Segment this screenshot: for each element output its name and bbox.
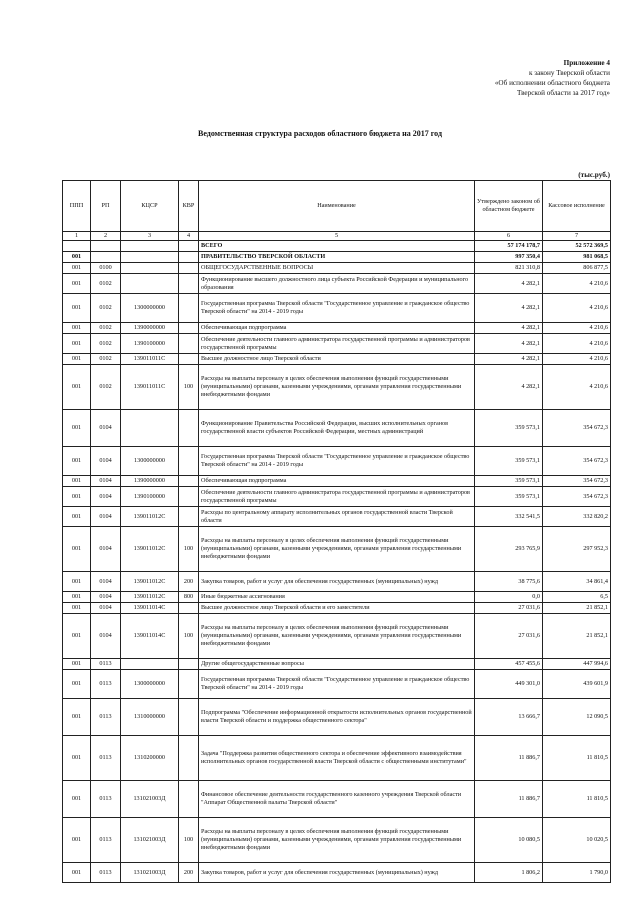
cell-actual: 981 068,5 — [543, 252, 611, 263]
cell-rp: 0113 — [91, 863, 121, 883]
appendix-note — [495, 58, 610, 98]
cell-ppp: 001 — [63, 323, 91, 334]
cell-approved: 10 080,5 — [475, 818, 543, 863]
table-row — [63, 781, 611, 818]
cell-ppp: 001 — [63, 354, 91, 365]
cell-name: Высшее должностное лицо Тверской области и его заместители — [199, 603, 475, 614]
cell-kcsr: 1300000000 — [121, 447, 179, 476]
cell-ppp: 001 — [63, 294, 91, 323]
cell-kvr: 100 — [179, 818, 199, 863]
cell-kvr — [179, 476, 199, 487]
cell-approved: 11 886,7 — [475, 781, 543, 818]
cell-name: Финансовое обеспечение деятельности государственного казенного учреждения Тверской области "Аппарат Общественной палаты Тверской области" — [199, 781, 475, 818]
cell-name: Другие общегосударственные вопросы — [199, 659, 475, 670]
cell-name: Подпрограмма "Обеспечение информационной открытости исполнительных органов государственной власти Тверской области и поддержка общественного сектора" — [199, 699, 475, 736]
cell-kvr: 100 — [179, 527, 199, 572]
table-row — [63, 572, 611, 592]
cell-kcsr — [121, 263, 179, 274]
cell-approved: 4 282,1 — [475, 274, 543, 294]
table-row — [63, 447, 611, 476]
cell-approved: 449 301,0 — [475, 670, 543, 699]
cell-actual: 34 861,4 — [543, 572, 611, 592]
cell-kcsr — [121, 659, 179, 670]
cell-name: ВСЕГО — [199, 241, 475, 252]
cell-approved: 4 282,1 — [475, 294, 543, 323]
cell-rp: 0113 — [91, 736, 121, 781]
cell-name: Задача "Поддержка развития общественного сектора и обеспечение эффективного взаимодействия исполнительных органов государственной власти Тверской области с общественными институтами" — [199, 736, 475, 781]
cell-rp: 0102 — [91, 294, 121, 323]
cell-name: ПРАВИТЕЛЬСТВО ТВЕРСКОЙ ОБЛАСТИ — [199, 252, 475, 263]
cell-ppp: 001 — [63, 863, 91, 883]
cell-kvr — [179, 670, 199, 699]
cell-actual: 4 210,6 — [543, 274, 611, 294]
cell-approved: 293 765,9 — [475, 527, 543, 572]
cell-name: Расходы на выплаты персоналу в целях обеспечения выполнения функций государственными (муниципальными) органами, казенными учреждениями, органами управления государственными внебюджетными фондами — [199, 614, 475, 659]
table-row — [63, 736, 611, 781]
cell-rp: 0113 — [91, 670, 121, 699]
cell-approved: 359 573,1 — [475, 410, 543, 447]
cell-actual: 52 572 369,5 — [543, 241, 611, 252]
units-label: (тыс.руб.) — [578, 171, 610, 179]
cell-rp: 0102 — [91, 274, 121, 294]
cell-kvr — [179, 699, 199, 736]
table-row — [63, 603, 611, 614]
cell-actual: 447 994,6 — [543, 659, 611, 670]
cell-approved: 359 573,1 — [475, 487, 543, 507]
cell-kcsr: 1310200000 — [121, 736, 179, 781]
cell-kcsr — [121, 274, 179, 294]
cell-ppp: 001 — [63, 252, 91, 263]
header-kcsr: КЦСР — [121, 181, 179, 232]
cell-rp: 0113 — [91, 781, 121, 818]
header-rp: РП — [91, 181, 121, 232]
cell-ppp: 001 — [63, 614, 91, 659]
cell-kvr — [179, 263, 199, 274]
cell-actual: 439 601,9 — [543, 670, 611, 699]
cell-actual: 10 020,5 — [543, 818, 611, 863]
cell-kcsr: 1390000000 — [121, 323, 179, 334]
cell-kvr — [179, 410, 199, 447]
cell-approved: 359 573,1 — [475, 476, 543, 487]
cell-kcsr: 139011012С — [121, 507, 179, 527]
cell-actual: 297 952,3 — [543, 527, 611, 572]
cell-rp: 0113 — [91, 659, 121, 670]
cell-kcsr — [121, 252, 179, 263]
cell-rp: 0104 — [91, 476, 121, 487]
cell-kcsr: 139011012С — [121, 592, 179, 603]
cell-kvr — [179, 659, 199, 670]
cell-name: Обеспечение деятельности главного администратора государственной программы и администраторов государственной программы — [199, 487, 475, 507]
cell-rp: 0104 — [91, 527, 121, 572]
cell-name: Расходы на выплаты персоналу в целях обеспечения выполнения функций государственными (муниципальными) органами, казенными учреждениями, органами управления государственными внебюджетными фондами — [199, 365, 475, 410]
cell-kvr: 100 — [179, 365, 199, 410]
cell-ppp: 001 — [63, 365, 91, 410]
table-row — [63, 476, 611, 487]
table-header-row — [63, 181, 611, 232]
cell-rp: 0100 — [91, 263, 121, 274]
cell-rp: 0102 — [91, 354, 121, 365]
cell-ppp: 001 — [63, 670, 91, 699]
cell-approved: 997 350,4 — [475, 252, 543, 263]
cell-kvr — [179, 294, 199, 323]
cell-approved: 57 174 178,7 — [475, 241, 543, 252]
cell-name: Государственная программа Тверской области "Государственное управление и гражданское общество Тверской области" на 2014 - 2019 годы — [199, 294, 475, 323]
cell-actual: 1 790,0 — [543, 863, 611, 883]
cell-kcsr: 139011014С — [121, 603, 179, 614]
cell-name: Обеспечивающая подпрограмма — [199, 323, 475, 334]
cell-actual: 806 877,5 — [543, 263, 611, 274]
cell-kvr: 200 — [179, 863, 199, 883]
cell-name: Обеспечение деятельности главного администратора государственной программы и администраторов государственной программы — [199, 334, 475, 354]
cell-actual: 4 210,6 — [543, 334, 611, 354]
cell-rp: 0104 — [91, 614, 121, 659]
cell-kcsr: 139011012С — [121, 572, 179, 592]
cell-kvr: 200 — [179, 572, 199, 592]
table-row — [63, 252, 611, 263]
cell-ppp: 001 — [63, 603, 91, 614]
header-approved: Утверждено законом об областном бюджете — [475, 181, 543, 232]
table-row — [63, 699, 611, 736]
col-number: 5 — [199, 232, 475, 241]
cell-kcsr: 131021003Д — [121, 781, 179, 818]
cell-ppp: 001 — [63, 274, 91, 294]
table-row — [63, 323, 611, 334]
cell-rp: 0104 — [91, 410, 121, 447]
cell-kvr — [179, 354, 199, 365]
cell-kcsr — [121, 241, 179, 252]
cell-approved: 457 455,6 — [475, 659, 543, 670]
cell-name: Государственная программа Тверской области "Государственное управление и гражданское общество Тверской области" на 2014 - 2019 годы — [199, 447, 475, 476]
cell-actual: 4 210,6 — [543, 294, 611, 323]
table-row — [63, 487, 611, 507]
cell-ppp: 001 — [63, 736, 91, 781]
cell-kvr — [179, 241, 199, 252]
cell-actual: 354 672,3 — [543, 447, 611, 476]
cell-ppp: 001 — [63, 507, 91, 527]
cell-name: Иные бюджетные ассигнования — [199, 592, 475, 603]
appendix-title: Приложение 4 — [563, 59, 610, 67]
cell-kvr — [179, 736, 199, 781]
table-row — [63, 263, 611, 274]
cell-actual: 354 672,3 — [543, 487, 611, 507]
cell-approved: 332 541,5 — [475, 507, 543, 527]
header-name: Наименование — [199, 181, 475, 232]
table-row — [63, 670, 611, 699]
cell-approved: 27 031,6 — [475, 614, 543, 659]
cell-name: Обеспечивающая подпрограмма — [199, 476, 475, 487]
cell-ppp: 001 — [63, 527, 91, 572]
table-row — [63, 241, 611, 252]
col-number: 1 — [63, 232, 91, 241]
cell-actual: 11 810,5 — [543, 781, 611, 818]
cell-actual: 12 090,5 — [543, 699, 611, 736]
cell-actual: 11 810,5 — [543, 736, 611, 781]
cell-ppp: 001 — [63, 659, 91, 670]
table-row — [63, 818, 611, 863]
cell-rp: 0113 — [91, 699, 121, 736]
cell-kcsr: 1390000000 — [121, 476, 179, 487]
cell-actual: 4 210,6 — [543, 323, 611, 334]
cell-kcsr: 139011012С — [121, 527, 179, 572]
col-number: 6 — [475, 232, 543, 241]
cell-kvr — [179, 507, 199, 527]
cell-kvr — [179, 487, 199, 507]
cell-rp: 0104 — [91, 487, 121, 507]
cell-rp: 0102 — [91, 365, 121, 410]
cell-kcsr: 1390100000 — [121, 334, 179, 354]
column-number-row — [63, 232, 611, 241]
cell-approved: 11 886,7 — [475, 736, 543, 781]
cell-name: Расходы по центральному аппарату исполнительных органов государственной власти Тверской области — [199, 507, 475, 527]
cell-rp — [91, 241, 121, 252]
cell-rp — [91, 252, 121, 263]
cell-kvr — [179, 274, 199, 294]
cell-kvr — [179, 781, 199, 818]
cell-rp: 0102 — [91, 334, 121, 354]
cell-approved: 4 282,1 — [475, 354, 543, 365]
cell-ppp: 001 — [63, 263, 91, 274]
cell-approved: 821 310,8 — [475, 263, 543, 274]
col-number: 3 — [121, 232, 179, 241]
col-number: 2 — [91, 232, 121, 241]
cell-rp: 0104 — [91, 572, 121, 592]
cell-rp: 0104 — [91, 447, 121, 476]
cell-kvr: 800 — [179, 592, 199, 603]
cell-ppp: 001 — [63, 699, 91, 736]
header-kvr: КВР — [179, 181, 199, 232]
cell-rp: 0104 — [91, 507, 121, 527]
cell-ppp — [63, 241, 91, 252]
cell-actual: 354 672,3 — [543, 476, 611, 487]
cell-name: Функционирование высшего должностного лица субъекта Российской Федерации и муниципального образования — [199, 274, 475, 294]
cell-name: Закупка товаров, работ и услуг для обеспечения государственных (муниципальных) нужд — [199, 863, 475, 883]
table-row — [63, 614, 611, 659]
cell-kvr — [179, 323, 199, 334]
cell-actual: 354 672,3 — [543, 410, 611, 447]
cell-ppp: 001 — [63, 592, 91, 603]
cell-ppp: 001 — [63, 334, 91, 354]
cell-name: Функционирование Правительства Российской Федерации, высших исполнительных органов государственной власти субъектов Российской Федерации, местных администраций — [199, 410, 475, 447]
table-row — [63, 334, 611, 354]
cell-approved: 4 282,1 — [475, 365, 543, 410]
table-row — [63, 592, 611, 603]
cell-kcsr: 139011011С — [121, 354, 179, 365]
cell-kcsr: 131021003Д — [121, 863, 179, 883]
table-row — [63, 294, 611, 323]
cell-ppp: 001 — [63, 487, 91, 507]
expenditure-table — [62, 180, 611, 883]
cell-actual: 21 852,1 — [543, 614, 611, 659]
cell-kcsr — [121, 410, 179, 447]
table-row — [63, 507, 611, 527]
cell-approved: 4 282,1 — [475, 334, 543, 354]
cell-actual: 21 852,1 — [543, 603, 611, 614]
table-row — [63, 659, 611, 670]
cell-rp: 0104 — [91, 592, 121, 603]
cell-approved: 13 666,7 — [475, 699, 543, 736]
appendix-line-1: к закону Тверской области — [528, 69, 610, 77]
cell-approved: 359 573,1 — [475, 447, 543, 476]
cell-actual: 4 210,6 — [543, 354, 611, 365]
cell-ppp: 001 — [63, 818, 91, 863]
cell-approved: 4 282,1 — [475, 323, 543, 334]
table-row — [63, 863, 611, 883]
cell-rp: 0102 — [91, 323, 121, 334]
table-row — [63, 527, 611, 572]
cell-actual: 332 820,2 — [543, 507, 611, 527]
table-row — [63, 274, 611, 294]
cell-ppp: 001 — [63, 476, 91, 487]
cell-kcsr: 139011014С — [121, 614, 179, 659]
cell-kvr — [179, 603, 199, 614]
table-row — [63, 354, 611, 365]
cell-kvr: 100 — [179, 614, 199, 659]
cell-name: Закупка товаров, работ и услуг для обеспечения государственных (муниципальных) нужд — [199, 572, 475, 592]
cell-kcsr: 1390100000 — [121, 487, 179, 507]
col-number: 7 — [543, 232, 611, 241]
cell-approved: 1 806,2 — [475, 863, 543, 883]
cell-name: Расходы на выплаты персоналу в целях обеспечения выполнения функций государственными (муниципальными) органами, казенными учреждениями, органами управления государственными внебюджетными фондами — [199, 527, 475, 572]
cell-ppp: 001 — [63, 572, 91, 592]
cell-name: Государственная программа Тверской области "Государственное управление и гражданское общество Тверской области" на 2014 - 2019 годы — [199, 670, 475, 699]
appendix-line-2: «Об исполнении областного бюджета — [494, 79, 610, 87]
cell-kvr — [179, 252, 199, 263]
cell-kcsr: 1300000000 — [121, 670, 179, 699]
table-row — [63, 365, 611, 410]
cell-name: Расходы на выплаты персоналу в целях обеспечения выполнения функций государственными (муниципальными) органами, казенными учреждениями, органами управления государственными внебюджетными фондами — [199, 818, 475, 863]
cell-kcsr: 139011011С — [121, 365, 179, 410]
cell-approved: 27 031,6 — [475, 603, 543, 614]
document-title: Ведомственная структура расходов областного бюджета на 2017 год — [197, 129, 442, 138]
cell-actual: 4 210,6 — [543, 365, 611, 410]
cell-rp: 0104 — [91, 603, 121, 614]
col-number: 4 — [179, 232, 199, 241]
cell-kcsr: 131021003Д — [121, 818, 179, 863]
cell-approved: 38 775,6 — [475, 572, 543, 592]
cell-name: Высшее должностное лицо Тверской области — [199, 354, 475, 365]
cell-rp: 0113 — [91, 818, 121, 863]
table-row — [63, 410, 611, 447]
cell-actual: 6,5 — [543, 592, 611, 603]
header-ppp: ППП — [63, 181, 91, 232]
cell-ppp: 001 — [63, 410, 91, 447]
header-actual: Кассовое исполнение — [543, 181, 611, 232]
cell-ppp: 001 — [63, 781, 91, 818]
appendix-line-3: Тверской области за 2017 год» — [517, 89, 610, 97]
cell-ppp: 001 — [63, 447, 91, 476]
cell-kcsr: 1310000000 — [121, 699, 179, 736]
cell-kcsr: 1300000000 — [121, 294, 179, 323]
cell-name: ОБЩЕГОСУДАРСТВЕННЫЕ ВОПРОСЫ — [199, 263, 475, 274]
cell-kvr — [179, 334, 199, 354]
cell-kvr — [179, 447, 199, 476]
cell-approved: 0,0 — [475, 592, 543, 603]
